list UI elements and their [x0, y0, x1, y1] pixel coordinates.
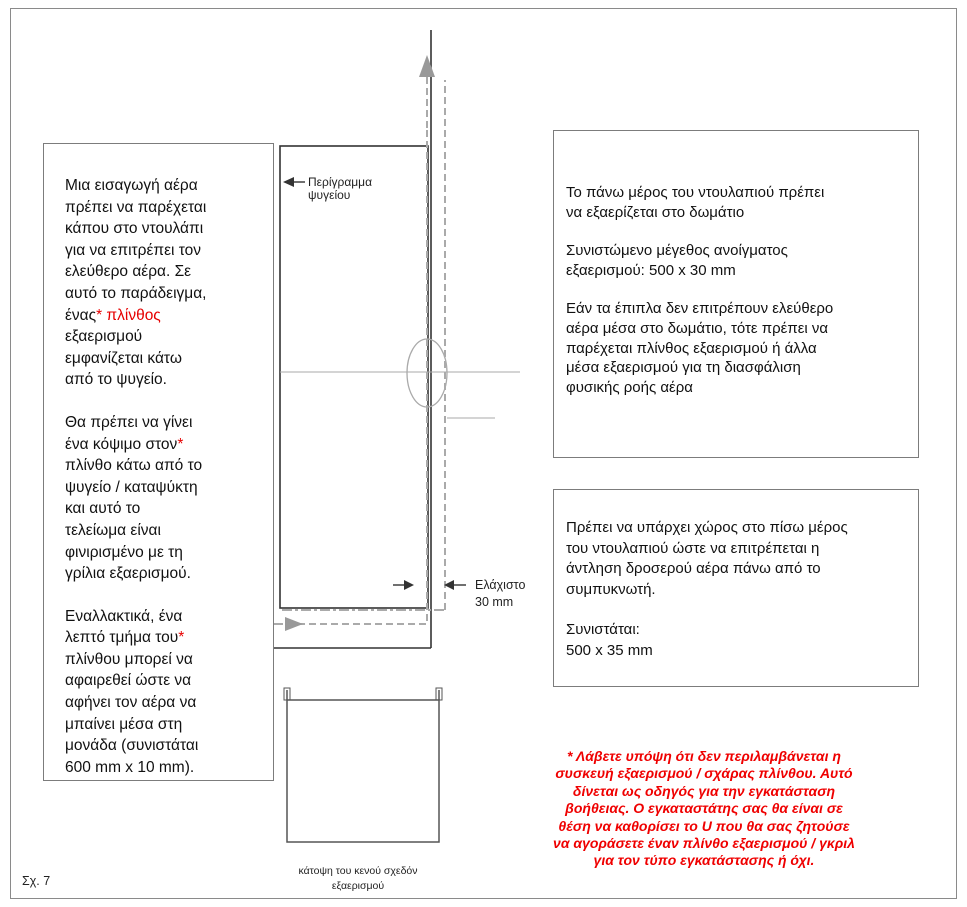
- text-line: [65, 434, 263, 456]
- text-line: πρέπει να παρέχεται: [65, 198, 207, 216]
- text-span: ένας: [65, 306, 97, 324]
- text-line: τελείωμα είναι: [65, 521, 161, 539]
- label-line: εξαερισμού: [331, 880, 385, 892]
- text-line: Εναλλακτικά, ένα: [65, 607, 183, 625]
- text-line: παρέχεται πλίνθος εξαερισμού ή άλλα: [566, 339, 817, 357]
- text-line: Πρέπει να υπάρχει χώρος στο πίσω μέρος: [566, 519, 848, 536]
- text-line: [65, 305, 263, 327]
- text-line: να εξαερίζεται στο δωμάτιο: [566, 203, 745, 221]
- label-line: ψυγείου: [308, 188, 351, 202]
- fridge-label-arrow: [283, 177, 294, 187]
- text-line: Το πάνω μέρος του ντουλαπιού πρέπει: [566, 184, 825, 201]
- red-asterisk: *: [178, 629, 185, 647]
- top-paragraph-1: [566, 183, 912, 222]
- text-line: [65, 627, 263, 649]
- text-line: Συνιστάται:: [566, 621, 640, 638]
- text-line: 600 mm x 10 mm).: [65, 758, 195, 776]
- label-line: 30 mm: [475, 595, 514, 609]
- text-line: μπαίνει μέσα στη: [65, 715, 183, 733]
- rear-clearance-info-box: [553, 489, 919, 687]
- airflow-arrow-up: [419, 55, 435, 77]
- note-line: για τον τύπο εγκατάστασης ή όχι.: [593, 852, 815, 869]
- figure-number: Σχ. 7: [22, 874, 51, 888]
- text-line: εμφανίζεται κάτω: [65, 349, 182, 367]
- text-line: Συνιστώμενο μέγεθος ανοίγματος: [566, 242, 788, 260]
- text-line: κάπου στο ντουλάπι: [65, 220, 204, 238]
- label-line: Ελάχιστο: [475, 578, 526, 592]
- text-line: γρίλια εξαερισμού.: [65, 565, 191, 583]
- text-line: 500 x 35 mm: [566, 641, 653, 659]
- text-line: ελεύθερο αέρα. Σε: [65, 263, 192, 281]
- text-line: πλίνθο κάτω από το: [65, 457, 203, 475]
- label-line: Περίγραμμα: [308, 175, 373, 189]
- installation-note: [498, 748, 910, 870]
- text-line: αυτό το παράδειγμα,: [65, 284, 207, 302]
- rear-paragraph-2: [566, 620, 912, 661]
- text-span: ένα κόψιμο στον: [65, 435, 178, 453]
- text-line: αφήνει τον αέρα να: [65, 694, 197, 712]
- text-line: του ντουλαπιού ώστε να επιτρέπεται η: [566, 539, 820, 557]
- text-line: πλίνθου μπορεί να: [65, 650, 193, 668]
- rear-paragraph-1: [566, 518, 912, 600]
- minimum-gap-label: [475, 577, 525, 611]
- airflow-arrow-right: [285, 617, 303, 631]
- text-span: λεπτό τμήμα του: [65, 629, 179, 647]
- text-line: μέσα εξαερισμού για τη διασφάλιση: [566, 359, 801, 377]
- note-line: συσκευή εξαερισμού / σχάρας πλίνθου. Αυτό: [555, 765, 853, 782]
- text-line: Θα πρέπει να γίνει: [65, 413, 193, 431]
- note-line: δίνεται ως οδηγός για την εγκατάσταση: [572, 782, 836, 799]
- text-line: φινιρισμένο με τη: [65, 543, 183, 561]
- text-line: μονάδα (συνιστάται: [65, 737, 199, 755]
- text-line: Εάν τα έπιπλα δεν επιτρέπουν ελεύθερο: [566, 300, 834, 318]
- fridge-outline-label: [308, 176, 372, 202]
- text-line: αέρα μέσα στο δωμάτιο, τότε πρέπει να: [566, 319, 829, 337]
- top-paragraph-2: [566, 241, 912, 280]
- note-line: * Λάβετε υπόψη ότι δεν περιλαμβάνεται η: [567, 748, 841, 764]
- plan-view-caption: [268, 864, 448, 894]
- text-line: από το ψυγείο.: [65, 371, 167, 389]
- note-line: θέση να καθορίσει το U που θα σας ζητούσε: [558, 817, 850, 834]
- gap-arrow-right: [404, 580, 414, 590]
- text-line: εξαερισμού: 500 x 30 mm: [566, 261, 736, 279]
- fridge-outline: [280, 146, 428, 608]
- text-line: και αυτό το: [65, 500, 141, 518]
- top-paragraph-3: [566, 299, 912, 397]
- text-line: Μια εισαγωγή αέρα: [65, 177, 198, 194]
- note-line: να αγοράσετε έναν πλίνθο εξαερισμού / γκριλ: [553, 835, 855, 852]
- text-line: για να επιτρέπει τον: [65, 241, 202, 259]
- top-vent-info-box: [553, 130, 919, 458]
- text-line: φυσικής ροής αέρα: [566, 378, 693, 396]
- airflow-path: [276, 80, 445, 624]
- text-line: άντληση δροσερού αέρα πάνω από το: [566, 560, 821, 577]
- label-line: κάτοψη του κενού σχεδόν: [298, 865, 418, 877]
- text-line: ψυγείο / καταψύκτη: [65, 478, 198, 496]
- text-line: συμπυκνωτή.: [566, 580, 656, 598]
- red-asterisk: *: [177, 435, 184, 453]
- left-info-box: [43, 143, 274, 781]
- red-asterisk: * πλίνθος: [96, 306, 161, 324]
- text-line: αφαιρεθεί ώστε να: [65, 672, 192, 690]
- note-line: βοήθειας. Ο εγκαταστάτης σας θα είναι σε: [565, 800, 843, 817]
- left-paragraph-2: [65, 412, 263, 585]
- left-paragraph-1: [65, 175, 263, 391]
- plinth-plan-view: [284, 688, 442, 842]
- text-line: εξαερισμού: [65, 328, 143, 346]
- left-paragraph-3: [65, 606, 263, 779]
